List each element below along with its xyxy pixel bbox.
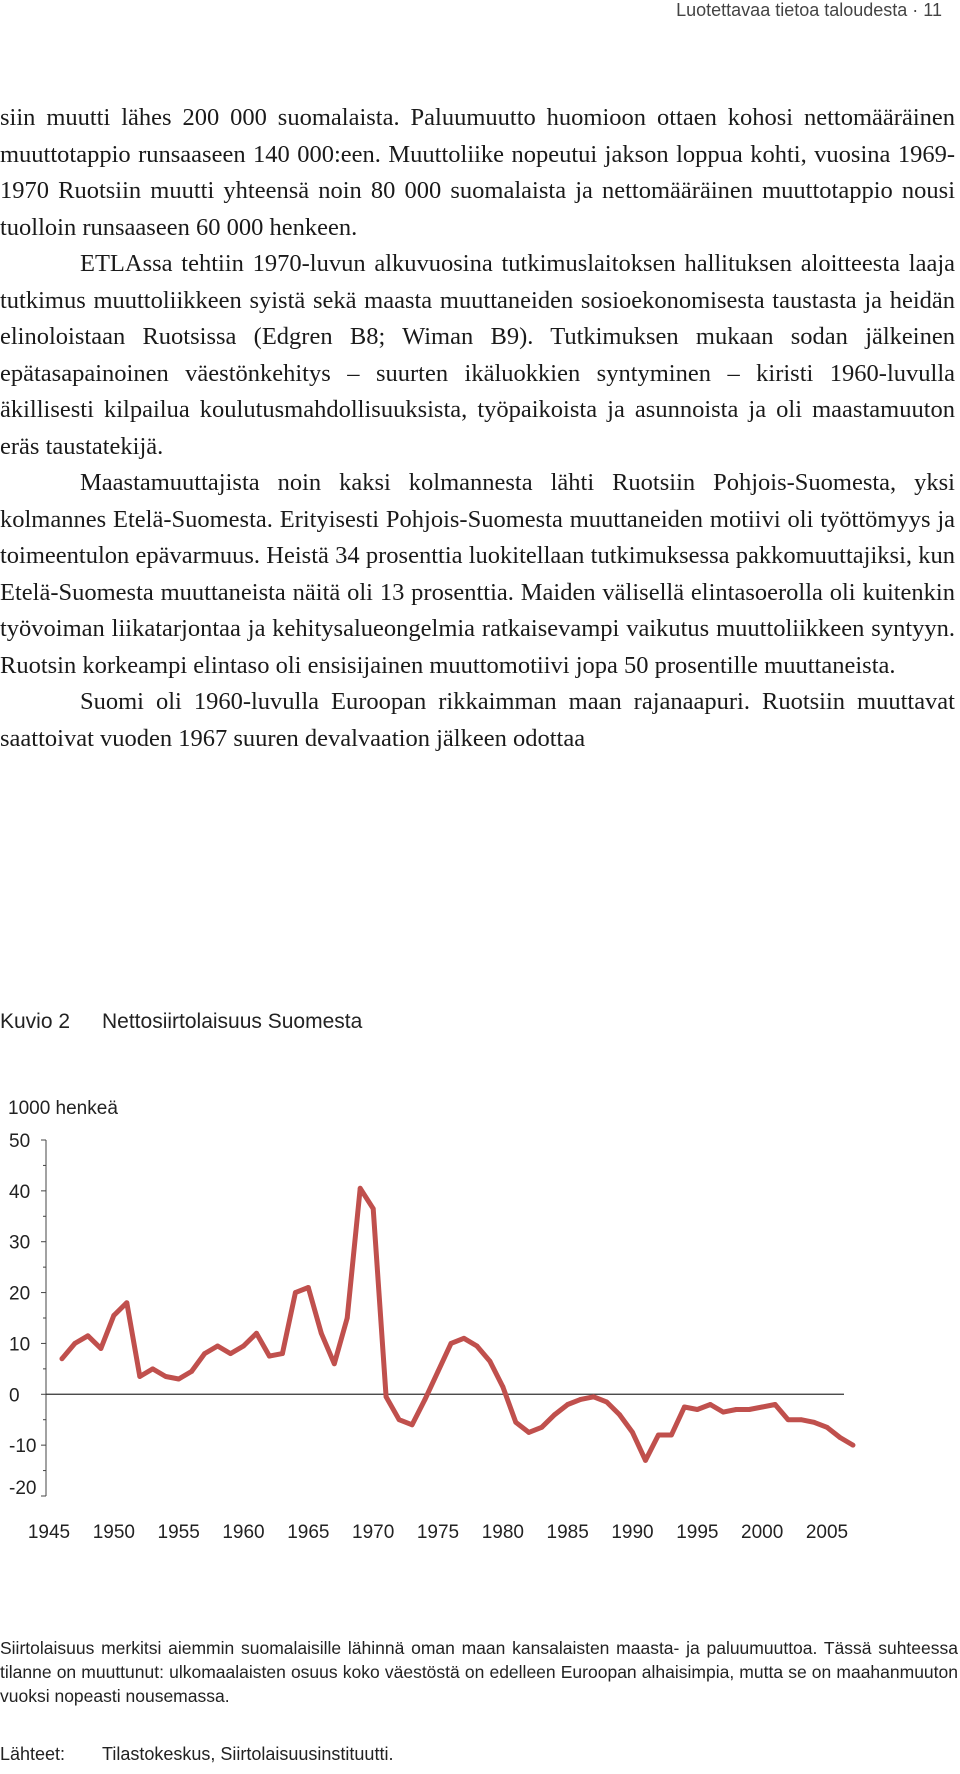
data-point: [410, 1422, 415, 1427]
y-tick-label: 40: [9, 1181, 31, 1203]
data-point: [228, 1351, 233, 1356]
x-tick-label: 1955: [157, 1522, 200, 1543]
data-point: [773, 1402, 778, 1407]
figure-number: Kuvio 2: [0, 1010, 71, 1033]
sources-label: Lähteet:: [0, 1744, 66, 1764]
data-point: [526, 1430, 531, 1435]
y-tick-label: 50: [9, 1131, 31, 1152]
data-point: [254, 1331, 259, 1336]
x-tick-label: 1950: [92, 1522, 135, 1543]
data-point: [838, 1435, 843, 1440]
paragraph: Maastamuuttajista noin kaksi kolmannesta lähti Ruotsiin Pohjois-Suomesta, yksi kolmannes Etelä-Suomesta. Erityisesti Pohjois-Suomesta muuttaneiden motiivi oli työttömyys ja toimeentulon epävarmuus. Heistä 34 prosenttia luokitellaan tutkimuksessa pakkomuuttajiksi, kun Etelä-Suomesta muuttaneista näitä oli 13 prosenttia. Maiden välisellä elintasoerolla oli kuitenkin työvoiman liikatarjontaa ja kehitysalueongelmia ratkaisevampi vaikutus muuttoliikkeen syntyyn. Ruotsin korkeampi elintaso oli ensisijainen muuttomotiivi jopa 50 prosentille muuttaneista.: [0, 469, 955, 679]
data-point: [319, 1331, 324, 1336]
x-tick-label: 1990: [611, 1522, 654, 1543]
data-point: [345, 1316, 350, 1321]
sources-text: Tilastokeskus, Siirtolaisuusinstituutti.: [102, 1744, 394, 1764]
data-point: [280, 1351, 285, 1356]
data-point: [163, 1374, 168, 1379]
data-point: [578, 1397, 583, 1402]
x-tick-label: 1975: [416, 1522, 460, 1543]
x-tick-label: 1985: [546, 1522, 589, 1543]
data-point: [306, 1285, 311, 1290]
series-line: [62, 1188, 853, 1460]
data-point: [202, 1351, 207, 1356]
data-point: [150, 1366, 155, 1371]
data-point: [760, 1405, 765, 1410]
y-axis: [9, 1131, 46, 1499]
data-point: [176, 1377, 181, 1382]
data-point: [656, 1433, 661, 1438]
x-tick-label: 2005: [805, 1522, 849, 1543]
x-tick-label: 1970: [352, 1522, 395, 1543]
data-point: [604, 1400, 609, 1405]
data-point: [851, 1443, 856, 1448]
data-point: [734, 1407, 739, 1412]
data-point: [475, 1344, 480, 1349]
data-point: [799, 1417, 804, 1422]
paragraph: Suomi oli 1960-luvulla Euroopan rikkaimman maan rajanaapuri. Ruotsiin muuttavat saattoivat vuoden 1967 suuren devalvaation jälkeen odottaa: [0, 688, 955, 752]
data-point: [358, 1186, 363, 1191]
data-point: [487, 1359, 492, 1364]
data-point: [215, 1344, 220, 1349]
data-point: [565, 1402, 570, 1407]
sources: [0, 1744, 393, 1765]
data-point: [669, 1433, 674, 1438]
x-axis: [28, 1394, 848, 1543]
net-migration-chart: [0, 1085, 960, 1630]
data-point: [111, 1313, 116, 1318]
data-point: [267, 1354, 272, 1359]
y-axis-unit-label: 1000 henkeä: [8, 1098, 118, 1119]
y-tick-label: -10: [9, 1436, 37, 1458]
data-point: [332, 1361, 337, 1366]
data-point: [384, 1394, 389, 1399]
data-point: [137, 1374, 142, 1379]
data-point: [449, 1341, 454, 1346]
figure-note: Siirtolaisuus merkitsi aiemmin suomalaisille lähinnä oman maan kansalaisten maasta- ja paluumuuttoa. Tässä suhteessa tilanne on muuttunut: ulkomaalaisten osuus koko väestöstä on edelleen Euroopan alhaisimpia, mutta se on maahanmuuton vuoksi nopeasti nousemassa.: [0, 1638, 958, 1706]
data-point: [643, 1458, 648, 1463]
data-point: [513, 1420, 518, 1425]
data-point: [825, 1425, 830, 1430]
x-tick-label: 1960: [222, 1522, 265, 1543]
x-tick-label: 1980: [481, 1522, 524, 1543]
y-tick-label: 0: [9, 1385, 20, 1407]
data-point: [462, 1336, 467, 1341]
data-point: [539, 1425, 544, 1430]
data-point: [293, 1290, 298, 1295]
x-tick-label: 2000: [741, 1522, 784, 1543]
data-point: [423, 1397, 428, 1402]
series-group: [60, 1186, 856, 1463]
data-point: [397, 1417, 402, 1422]
data-point: [786, 1417, 791, 1422]
data-point: [721, 1410, 726, 1415]
data-point: [500, 1384, 505, 1389]
data-point: [695, 1407, 700, 1412]
x-tick-label: 1965: [287, 1522, 330, 1543]
data-point: [73, 1341, 78, 1346]
body-text: [0, 100, 955, 757]
data-point: [617, 1412, 622, 1417]
running-header: Luotettavaa tietoa taloudesta · 11: [676, 0, 942, 20]
y-tick-label: -20: [9, 1478, 37, 1499]
data-point: [552, 1412, 557, 1417]
data-point: [98, 1346, 103, 1351]
data-point: [708, 1402, 713, 1407]
data-point: [812, 1420, 817, 1425]
data-point: [60, 1356, 65, 1361]
x-tick-label: 1945: [27, 1522, 71, 1543]
data-point: [189, 1369, 194, 1374]
data-point: [682, 1405, 687, 1410]
y-tick-label: 10: [9, 1334, 31, 1356]
data-point: [591, 1394, 596, 1399]
data-point: [124, 1300, 129, 1305]
x-tick-label: 1995: [676, 1522, 719, 1543]
data-point: [436, 1369, 441, 1374]
figure-title: Nettosiirtolaisuus Suomesta: [102, 1010, 363, 1033]
data-point: [86, 1333, 91, 1338]
data-point: [241, 1344, 246, 1349]
paragraph: siin muutti lähes 200 000 suomalaista. Paluumuutto huomioon ottaen kohosi nettomääräinen muuttotappio runsaaseen 140 000:een. Muuttoliike nopeutui jakson loppua kohti, vuosina 1969-1970 Ruotsiin muutti yhteensä noin 80 000 suomalaista ja nettomääräinen muuttotappio nousi tuolloin runsaaseen 60 000 henkeen.: [0, 104, 955, 241]
y-tick-label: 20: [9, 1283, 31, 1305]
paragraph: ETLAssa tehtiin 1970-luvun alkuvuosina tutkimuslaitoksen hallituksen aloitteesta laaja tutkimus muuttoliikkeen syistä sekä maasta muuttaneiden sosioekonomisesta taustasta ja heidän elinoloistaan Ruotsissa (Edgren B8; Wiman B9). Tutkimuksen mukaan sodan jälkeinen epätasapainoinen väestönkehitys – suurten ikäluokkien syntyminen – kiristi 1960-luvulla äkillisesti kilpailua koulutusmahdollisuuksista, työpaikoista ja asunnoista ja oli maastamuuton eräs taustatekijä.: [0, 250, 955, 460]
y-tick-label: 30: [9, 1232, 31, 1254]
figure-caption: [0, 1010, 362, 1034]
data-point: [747, 1407, 752, 1412]
data-point: [371, 1206, 376, 1211]
data-point: [630, 1430, 635, 1435]
